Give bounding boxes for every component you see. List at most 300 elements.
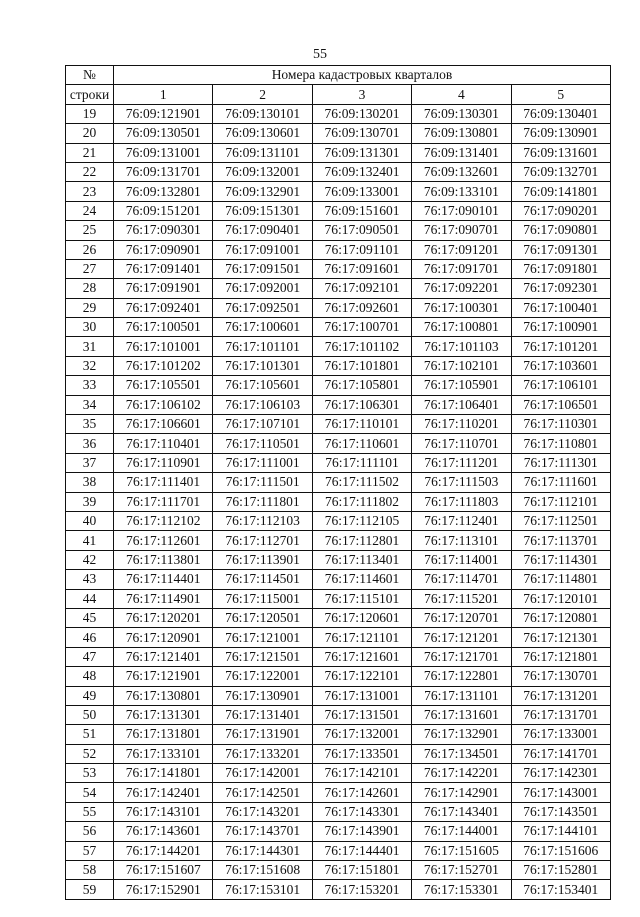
- cadastral-number-cell: 76:17:110801: [511, 434, 610, 453]
- cadastral-number-cell: 76:17:092401: [114, 298, 213, 317]
- cadastral-number-cell: 76:09:130201: [312, 104, 411, 123]
- cadastral-number-cell: 76:17:131601: [412, 705, 511, 724]
- cadastral-number-cell: 76:17:121501: [213, 647, 312, 666]
- cadastral-number-cell: 76:17:121401: [114, 647, 213, 666]
- table-row: [66, 337, 611, 356]
- row-number-cell: 34: [66, 395, 114, 414]
- cadastral-number-cell: 76:17:101001: [114, 337, 213, 356]
- cadastral-number-cell: 76:17:101101: [213, 337, 312, 356]
- table-row: [66, 608, 611, 627]
- cadastral-number-cell: 76:17:092501: [213, 298, 312, 317]
- cadastral-number-cell: 76:17:130701: [511, 667, 610, 686]
- table-row: [66, 628, 611, 647]
- table-row: [66, 880, 611, 899]
- row-number-cell: 26: [66, 240, 114, 259]
- cadastral-number-cell: 76:17:090901: [114, 240, 213, 259]
- cadastral-number-cell: 76:17:090201: [511, 201, 610, 220]
- cadastral-number-cell: 76:17:106101: [511, 376, 610, 395]
- cadastral-number-cell: 76:17:121701: [412, 647, 511, 666]
- cadastral-number-cell: 76:09:130701: [312, 124, 411, 143]
- cadastral-number-cell: 76:17:090101: [412, 201, 511, 220]
- table-row: [66, 783, 611, 802]
- row-number-header-label: строки: [66, 85, 114, 104]
- cadastral-number-cell: 76:17:110101: [312, 415, 411, 434]
- cadastral-number-cell: 76:09:133101: [412, 182, 511, 201]
- cadastral-number-cell: 76:17:143101: [114, 802, 213, 821]
- cadastral-number-cell: 76:17:101202: [114, 356, 213, 375]
- cadastral-number-cell: 76:17:115201: [412, 589, 511, 608]
- cadastral-number-cell: 76:17:120501: [213, 608, 312, 627]
- row-number-cell: 56: [66, 822, 114, 841]
- row-number-cell: 24: [66, 201, 114, 220]
- cadastral-number-cell: 76:17:120201: [114, 608, 213, 627]
- cadastral-number-cell: 76:09:131301: [312, 143, 411, 162]
- column-header-3: 3: [312, 85, 411, 104]
- table-row: [66, 318, 611, 337]
- cadastral-number-cell: 76:09:130801: [412, 124, 511, 143]
- row-number-cell: 39: [66, 492, 114, 511]
- row-number-cell: 48: [66, 667, 114, 686]
- cadastral-number-cell: 76:17:100301: [412, 298, 511, 317]
- cadastral-number-cell: 76:09:130601: [213, 124, 312, 143]
- cadastral-number-cell: 76:17:151607: [114, 861, 213, 880]
- cadastral-number-cell: 76:17:114501: [213, 570, 312, 589]
- cadastral-number-cell: 76:17:090301: [114, 221, 213, 240]
- column-header-5: 5: [511, 85, 610, 104]
- column-header-2: 2: [213, 85, 312, 104]
- row-number-cell: 42: [66, 550, 114, 569]
- table-row: [66, 705, 611, 724]
- cadastral-number-cell: 76:09:151601: [312, 201, 411, 220]
- row-number-cell: 51: [66, 725, 114, 744]
- cadastral-number-cell: 76:17:091501: [213, 259, 312, 278]
- cadastral-number-cell: 76:17:090501: [312, 221, 411, 240]
- table-row: [66, 686, 611, 705]
- cadastral-number-cell: 76:17:120901: [114, 628, 213, 647]
- table-row: [66, 104, 611, 123]
- table-row: [66, 201, 611, 220]
- table-row: [66, 473, 611, 492]
- cadastral-number-cell: 76:17:132001: [312, 725, 411, 744]
- row-number-cell: 19: [66, 104, 114, 123]
- cadastral-number-cell: 76:17:090701: [412, 221, 511, 240]
- cadastral-number-cell: 76:17:106501: [511, 395, 610, 414]
- cadastral-number-cell: 76:17:113401: [312, 550, 411, 569]
- cadastral-number-cell: 76:17:101801: [312, 356, 411, 375]
- cadastral-number-cell: 76:17:143401: [412, 802, 511, 821]
- cadastral-number-cell: 76:17:091801: [511, 259, 610, 278]
- cadastral-number-cell: 76:09:132701: [511, 162, 610, 181]
- cadastral-number-cell: 76:17:144401: [312, 841, 411, 860]
- cadastral-number-cell: 76:17:092001: [213, 279, 312, 298]
- cadastral-number-cell: 76:17:110601: [312, 434, 411, 453]
- cadastral-number-cell: 76:17:142001: [213, 764, 312, 783]
- table-row: [66, 822, 611, 841]
- cadastral-number-cell: 76:17:143701: [213, 822, 312, 841]
- row-number-cell: 21: [66, 143, 114, 162]
- cadastral-number-cell: 76:17:111201: [412, 453, 511, 472]
- cadastral-number-cell: 76:17:091401: [114, 259, 213, 278]
- cadastral-number-cell: 76:17:111803: [412, 492, 511, 511]
- cadastral-number-cell: 76:17:111701: [114, 492, 213, 511]
- cadastral-number-cell: 76:17:142201: [412, 764, 511, 783]
- cadastral-number-cell: 76:17:121001: [213, 628, 312, 647]
- table-row: [66, 240, 611, 259]
- cadastral-number-cell: 76:17:100401: [511, 298, 610, 317]
- cadastral-number-cell: 76:17:131901: [213, 725, 312, 744]
- cadastral-number-cell: 76:17:131501: [312, 705, 411, 724]
- table-row: [66, 531, 611, 550]
- cadastral-number-cell: 76:17:142401: [114, 783, 213, 802]
- cadastral-number-cell: 76:17:152801: [511, 861, 610, 880]
- column-header-4: 4: [412, 85, 511, 104]
- cadastral-number-cell: 76:17:152701: [412, 861, 511, 880]
- cadastral-number-cell: 76:17:101201: [511, 337, 610, 356]
- row-number-cell: 57: [66, 841, 114, 860]
- cadastral-number-cell: 76:09:133001: [312, 182, 411, 201]
- row-number-cell: 25: [66, 221, 114, 240]
- cadastral-number-cell: 76:17:100901: [511, 318, 610, 337]
- cadastral-number-cell: 76:17:106401: [412, 395, 511, 414]
- cadastral-number-cell: 76:09:130401: [511, 104, 610, 123]
- cadastral-number-cell: 76:17:112601: [114, 531, 213, 550]
- cadastral-number-cell: 76:17:100801: [412, 318, 511, 337]
- cadastral-number-cell: 76:17:114401: [114, 570, 213, 589]
- cadastral-number-cell: 76:17:112102: [114, 511, 213, 530]
- cadastral-number-cell: 76:17:114001: [412, 550, 511, 569]
- cadastral-number-cell: 76:17:151605: [412, 841, 511, 860]
- row-number-cell: 46: [66, 628, 114, 647]
- row-number-cell: 59: [66, 880, 114, 899]
- cadastral-number-cell: 76:17:142301: [511, 764, 610, 783]
- cadastral-number-cell: 76:09:132801: [114, 182, 213, 201]
- cadastral-number-cell: 76:09:131001: [114, 143, 213, 162]
- cadastral-number-cell: 76:17:133001: [511, 725, 610, 744]
- cadastral-number-cell: 76:17:111502: [312, 473, 411, 492]
- cadastral-number-cell: 76:09:151201: [114, 201, 213, 220]
- cadastral-number-cell: 76:17:091701: [412, 259, 511, 278]
- cadastral-number-cell: 76:17:100601: [213, 318, 312, 337]
- cadastral-number-cell: 76:17:106601: [114, 415, 213, 434]
- row-number-cell: 52: [66, 744, 114, 763]
- cadastral-number-cell: 76:17:133101: [114, 744, 213, 763]
- cadastral-number-cell: 76:17:143201: [213, 802, 312, 821]
- cadastral-number-cell: 76:17:122101: [312, 667, 411, 686]
- cadastral-number-cell: 76:17:131701: [511, 705, 610, 724]
- cadastral-number-cell: 76:17:131001: [312, 686, 411, 705]
- table-row: [66, 492, 611, 511]
- cadastral-number-cell: 76:17:142901: [412, 783, 511, 802]
- row-number-cell: 55: [66, 802, 114, 821]
- row-number-cell: 23: [66, 182, 114, 201]
- row-number-cell: 30: [66, 318, 114, 337]
- cadastral-number-cell: 76:17:121801: [511, 647, 610, 666]
- cadastral-number-cell: 76:17:114901: [114, 589, 213, 608]
- cadastral-number-cell: 76:17:122001: [213, 667, 312, 686]
- cadastral-number-cell: 76:17:091101: [312, 240, 411, 259]
- page-number: 55: [313, 47, 327, 62]
- cadastral-number-cell: 76:17:091901: [114, 279, 213, 298]
- cadastral-number-cell: 76:17:120701: [412, 608, 511, 627]
- table-row: [66, 298, 611, 317]
- cadastral-number-cell: 76:17:090401: [213, 221, 312, 240]
- cadastral-number-cell: 76:17:131201: [511, 686, 610, 705]
- cadastral-number-cell: 76:09:131701: [114, 162, 213, 181]
- cadastral-number-cell: 76:09:132001: [213, 162, 312, 181]
- cadastral-number-cell: 76:17:110301: [511, 415, 610, 434]
- cadastral-number-cell: 76:17:092101: [312, 279, 411, 298]
- cadastral-number-cell: 76:17:115101: [312, 589, 411, 608]
- cadastral-number-cell: 76:17:134501: [412, 744, 511, 763]
- cadastral-number-cell: 76:17:143001: [511, 783, 610, 802]
- row-number-header: №: [66, 66, 114, 85]
- cadastral-number-cell: 76:17:092601: [312, 298, 411, 317]
- cadastral-number-cell: 76:17:111501: [213, 473, 312, 492]
- cadastral-number-cell: 76:17:091201: [412, 240, 511, 259]
- table-row: [66, 667, 611, 686]
- row-number-cell: 58: [66, 861, 114, 880]
- cadastral-number-cell: 76:17:110201: [412, 415, 511, 434]
- group-title-header: Номера кадастровых кварталов: [114, 66, 611, 85]
- cadastral-number-cell: 76:17:121601: [312, 647, 411, 666]
- cadastral-number-cell: 76:17:121301: [511, 628, 610, 647]
- table-row: [66, 802, 611, 821]
- cadastral-number-cell: 76:17:112101: [511, 492, 610, 511]
- cadastral-number-cell: 76:09:130101: [213, 104, 312, 123]
- cadastral-number-cell: 76:17:112801: [312, 531, 411, 550]
- cadastral-number-cell: 76:17:131301: [114, 705, 213, 724]
- table-row: [66, 550, 611, 569]
- table-body: [66, 104, 611, 899]
- cadastral-number-cell: 76:17:142601: [312, 783, 411, 802]
- cadastral-number-cell: 76:17:113901: [213, 550, 312, 569]
- header-row-1: [66, 66, 611, 85]
- table-row: [66, 279, 611, 298]
- cadastral-number-cell: 76:09:151301: [213, 201, 312, 220]
- row-number-cell: 38: [66, 473, 114, 492]
- cadastral-number-cell: 76:17:103601: [511, 356, 610, 375]
- cadastral-number-cell: 76:17:111401: [114, 473, 213, 492]
- table-row: [66, 453, 611, 472]
- cadastral-number-cell: 76:17:092301: [511, 279, 610, 298]
- cadastral-number-cell: 76:17:130801: [114, 686, 213, 705]
- cadastral-number-cell: 76:17:141701: [511, 744, 610, 763]
- cadastral-number-cell: 76:17:115001: [213, 589, 312, 608]
- cadastral-number-cell: 76:09:132901: [213, 182, 312, 201]
- cadastral-number-cell: 76:17:114801: [511, 570, 610, 589]
- cadastral-number-cell: 76:17:111802: [312, 492, 411, 511]
- cadastral-number-cell: 76:17:121101: [312, 628, 411, 647]
- cadastral-number-cell: 76:17:092201: [412, 279, 511, 298]
- row-number-cell: 45: [66, 608, 114, 627]
- cadastral-number-cell: 76:17:111001: [213, 453, 312, 472]
- table-row: [66, 841, 611, 860]
- cadastral-number-cell: 76:17:113701: [511, 531, 610, 550]
- cadastral-number-cell: 76:09:130501: [114, 124, 213, 143]
- cadastral-number-cell: 76:17:113101: [412, 531, 511, 550]
- cadastral-number-cell: 76:17:112401: [412, 511, 511, 530]
- cadastral-number-cell: 76:17:153401: [511, 880, 610, 899]
- cadastral-number-cell: 76:17:101103: [412, 337, 511, 356]
- table-row: [66, 589, 611, 608]
- cadastral-number-cell: 76:17:143601: [114, 822, 213, 841]
- cadastral-number-cell: 76:17:105601: [213, 376, 312, 395]
- cadastral-number-cell: 76:17:153201: [312, 880, 411, 899]
- column-header-1: 1: [114, 85, 213, 104]
- cadastral-number-cell: 76:17:142501: [213, 783, 312, 802]
- table-row: [66, 143, 611, 162]
- cadastral-number-cell: 76:17:100701: [312, 318, 411, 337]
- cadastral-number-cell: 76:17:107101: [213, 415, 312, 434]
- row-number-cell: 47: [66, 647, 114, 666]
- cadastral-number-cell: 76:17:091301: [511, 240, 610, 259]
- row-number-cell: 32: [66, 356, 114, 375]
- cadastral-number-cell: 76:17:141801: [114, 764, 213, 783]
- row-number-cell: 49: [66, 686, 114, 705]
- cadastral-number-cell: 76:17:143901: [312, 822, 411, 841]
- cadastral-number-cell: 76:17:151608: [213, 861, 312, 880]
- cadastral-number-cell: 76:17:143301: [312, 802, 411, 821]
- cadastral-number-cell: 76:09:131401: [412, 143, 511, 162]
- cadastral-number-cell: 76:17:120801: [511, 608, 610, 627]
- table-row: [66, 647, 611, 666]
- table-row: [66, 162, 611, 181]
- cadastral-number-cell: 76:17:114701: [412, 570, 511, 589]
- row-number-cell: 20: [66, 124, 114, 143]
- cadastral-number-cell: 76:17:112105: [312, 511, 411, 530]
- table-row: [66, 124, 611, 143]
- cadastral-number-cell: 76:17:112103: [213, 511, 312, 530]
- cadastral-number-cell: 76:17:106301: [312, 395, 411, 414]
- row-number-cell: 50: [66, 705, 114, 724]
- cadastral-number-cell: 76:17:144201: [114, 841, 213, 860]
- cadastral-number-cell: 76:17:114301: [511, 550, 610, 569]
- cadastral-number-cell: 76:17:133201: [213, 744, 312, 763]
- cadastral-number-cell: 76:17:091601: [312, 259, 411, 278]
- cadastral-number-cell: 76:17:111601: [511, 473, 610, 492]
- row-number-cell: 44: [66, 589, 114, 608]
- row-number-cell: 29: [66, 298, 114, 317]
- cadastral-number-cell: 76:17:105801: [312, 376, 411, 395]
- cadastral-number-cell: 76:17:153101: [213, 880, 312, 899]
- cadastral-number-cell: 76:09:121901: [114, 104, 213, 123]
- cadastral-number-cell: 76:17:144001: [412, 822, 511, 841]
- cadastral-number-cell: 76:17:112701: [213, 531, 312, 550]
- cadastral-number-cell: 76:09:130901: [511, 124, 610, 143]
- cadastral-number-cell: 76:17:120101: [511, 589, 610, 608]
- row-number-cell: 36: [66, 434, 114, 453]
- cadastral-number-cell: 76:17:111101: [312, 453, 411, 472]
- row-number-cell: 22: [66, 162, 114, 181]
- cadastral-number-cell: 76:17:120601: [312, 608, 411, 627]
- table-row: [66, 395, 611, 414]
- cadastral-number-cell: 76:09:132601: [412, 162, 511, 181]
- row-number-cell: 31: [66, 337, 114, 356]
- cadastral-number-cell: 76:17:090801: [511, 221, 610, 240]
- cadastral-number-cell: 76:09:132401: [312, 162, 411, 181]
- table-row: [66, 725, 611, 744]
- table-row: [66, 764, 611, 783]
- table-row: [66, 511, 611, 530]
- cadastral-number-cell: 76:17:106103: [213, 395, 312, 414]
- cadastral-number-cell: 76:17:121201: [412, 628, 511, 647]
- cadastral-number-cell: 76:17:101301: [213, 356, 312, 375]
- table-row: [66, 744, 611, 763]
- cadastral-number-cell: 76:17:130901: [213, 686, 312, 705]
- row-number-cell: 43: [66, 570, 114, 589]
- cadastral-number-cell: 76:17:111503: [412, 473, 511, 492]
- cadastral-number-cell: 76:17:132901: [412, 725, 511, 744]
- cadastral-number-cell: 76:17:110401: [114, 434, 213, 453]
- cadastral-number-cell: 76:17:121901: [114, 667, 213, 686]
- table-row: [66, 356, 611, 375]
- cadastral-number-cell: 76:17:122801: [412, 667, 511, 686]
- cadastral-number-cell: 76:09:141801: [511, 182, 610, 201]
- cadastral-quarters-table: [65, 65, 611, 900]
- table-row: [66, 376, 611, 395]
- cadastral-number-cell: 76:17:143501: [511, 802, 610, 821]
- cadastral-number-cell: 76:17:131101: [412, 686, 511, 705]
- cadastral-number-cell: 76:17:110901: [114, 453, 213, 472]
- cadastral-number-cell: 76:17:101102: [312, 337, 411, 356]
- cadastral-number-cell: 76:17:151606: [511, 841, 610, 860]
- row-number-cell: 35: [66, 415, 114, 434]
- cadastral-number-cell: 76:17:106102: [114, 395, 213, 414]
- cadastral-number-cell: 76:17:133501: [312, 744, 411, 763]
- cadastral-number-cell: 76:17:131801: [114, 725, 213, 744]
- table-row: [66, 221, 611, 240]
- row-number-cell: 33: [66, 376, 114, 395]
- row-number-cell: 40: [66, 511, 114, 530]
- cadastral-number-cell: 76:17:144301: [213, 841, 312, 860]
- cadastral-number-cell: 76:17:112501: [511, 511, 610, 530]
- table-row: [66, 861, 611, 880]
- cadastral-number-cell: 76:17:152901: [114, 880, 213, 899]
- cadastral-number-cell: 76:17:102101: [412, 356, 511, 375]
- cadastral-number-cell: 76:17:111301: [511, 453, 610, 472]
- row-number-cell: 28: [66, 279, 114, 298]
- cadastral-number-cell: 76:17:100501: [114, 318, 213, 337]
- cadastral-number-cell: 76:17:091001: [213, 240, 312, 259]
- row-number-cell: 54: [66, 783, 114, 802]
- cadastral-number-cell: 76:17:151801: [312, 861, 411, 880]
- cadastral-number-cell: 76:17:131401: [213, 705, 312, 724]
- cadastral-number-cell: 76:17:105901: [412, 376, 511, 395]
- cadastral-number-cell: 76:17:153301: [412, 880, 511, 899]
- cadastral-number-cell: 76:17:144101: [511, 822, 610, 841]
- row-number-cell: 37: [66, 453, 114, 472]
- row-number-cell: 41: [66, 531, 114, 550]
- cadastral-number-cell: 76:09:131101: [213, 143, 312, 162]
- row-number-cell: 27: [66, 259, 114, 278]
- table-row: [66, 434, 611, 453]
- cadastral-number-cell: 76:17:111801: [213, 492, 312, 511]
- cadastral-number-cell: 76:17:105501: [114, 376, 213, 395]
- cadastral-number-cell: 76:17:110701: [412, 434, 511, 453]
- cadastral-number-cell: 76:17:110501: [213, 434, 312, 453]
- header-row-2: [66, 85, 611, 104]
- cadastral-number-cell: 76:17:142101: [312, 764, 411, 783]
- table-row: [66, 259, 611, 278]
- table-row: [66, 182, 611, 201]
- cadastral-number-cell: 76:17:114601: [312, 570, 411, 589]
- cadastral-number-cell: 76:09:130301: [412, 104, 511, 123]
- cadastral-number-cell: 76:17:113801: [114, 550, 213, 569]
- cadastral-number-cell: 76:09:131601: [511, 143, 610, 162]
- row-number-cell: 53: [66, 764, 114, 783]
- table-row: [66, 415, 611, 434]
- table-row: [66, 570, 611, 589]
